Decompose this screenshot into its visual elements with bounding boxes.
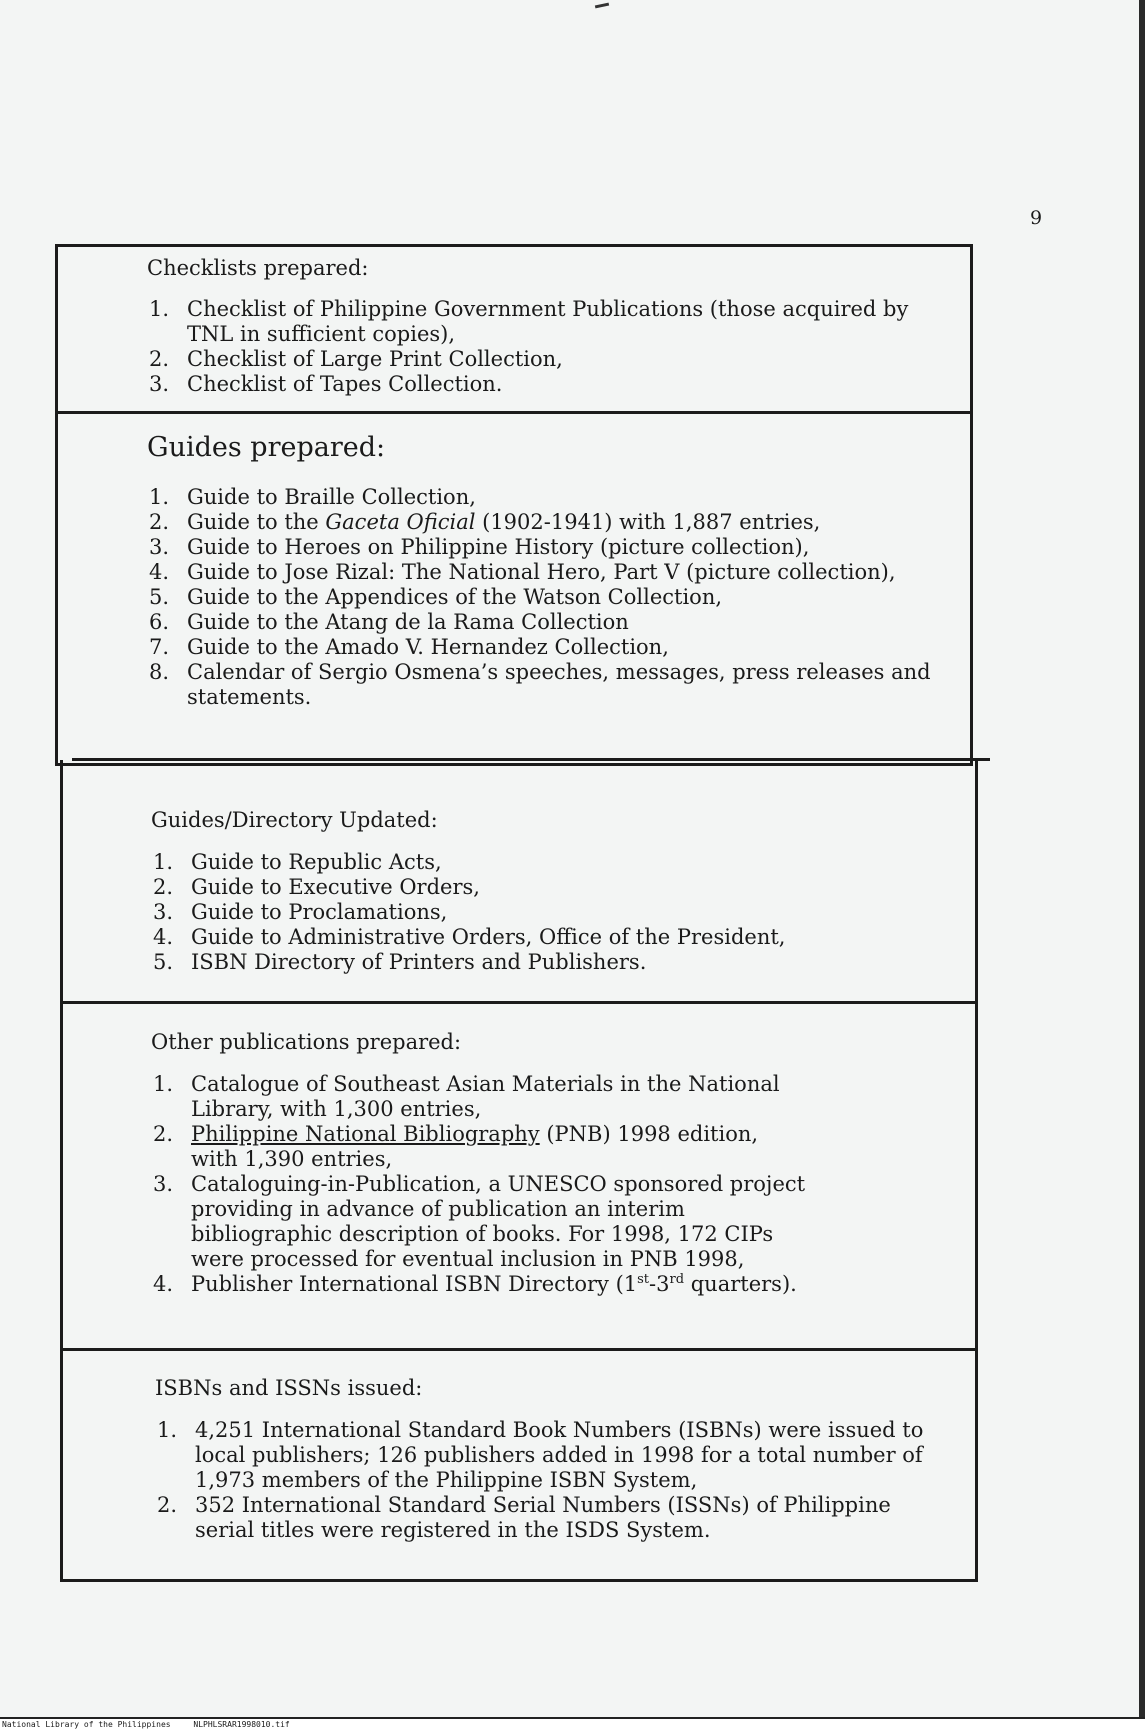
section-checklists (147, 256, 957, 397)
checklists-list (149, 297, 957, 397)
section-heading: ISBNs and ISSNs issued: (155, 1376, 423, 1400)
list-item: 1. 4,251 International Standard Book Numbers (ISBNs) were issued to local publishers; 126 publishers added in 1998 for a total number of 1,973 members of the Philippine ISBN System, (157, 1418, 924, 1492)
list-item: 3. Guide to Heroes on Philippine History (picture collection), (149, 535, 810, 559)
footer-source: National Library of the Philippines (2, 1720, 171, 1729)
divider-checklists-guides (55, 411, 973, 414)
list-item: 4. Guide to Administrative Orders, Office of the President, (153, 925, 786, 949)
section-other (151, 1030, 811, 1297)
list-item: 2. Guide to Executive Orders, (153, 875, 480, 899)
list-item: 3. Guide to Proclamations, (153, 900, 448, 924)
list-item: 1. Guide to Republic Acts, (153, 850, 442, 874)
other-list (153, 1072, 811, 1297)
scan-edge (1139, 0, 1145, 1733)
section-directory (151, 808, 961, 975)
list-item: 3. Cataloguing-in-Publication, a UNESCO sponsored project providing in advance of publication an interim bibliographic description of books. For 1998, 172 CIPs were processed for eventual inclusion in PNB 1998, (153, 1172, 806, 1271)
section-heading: Other publications prepared: (151, 1030, 462, 1054)
list-item: 5. ISBN Directory of Printers and Publishers. (153, 950, 647, 974)
divider-other-isbn (60, 1348, 978, 1351)
list-item: 1. Catalogue of Southeast Asian Materials in the National Library, with 1,300 entries, (153, 1072, 780, 1121)
page-number: 9 (1030, 207, 1043, 229)
list-item: 7. Guide to the Amado V. Hernandez Collection, (149, 635, 669, 659)
scan-mark (595, 3, 609, 9)
list-item: 2. Checklist of Large Print Collection, (149, 347, 563, 371)
divider-directory-other (60, 1001, 978, 1004)
directory-list (153, 850, 961, 975)
divider-guides-directory (72, 758, 990, 761)
list-item: 2. Philippine National Bibliography (PNB) 1998 edition, with 1,390 entries, (153, 1122, 759, 1171)
list-item: 6. Guide to the Atang de la Rama Collection (149, 610, 629, 634)
list-item: 4. Publisher International ISBN Directory (1st-3rd quarters). (153, 1272, 797, 1296)
section-heading: Checklists prepared: (147, 256, 369, 280)
section-guides (147, 432, 957, 710)
isbn-list (157, 1418, 955, 1543)
list-item: 1. Guide to Braille Collection, (149, 485, 476, 509)
list-item: 2. 352 International Standard Serial Numbers (ISSNs) of Philippine serial titles were registered in the ISDS System. (157, 1493, 891, 1542)
list-item: 3. Checklist of Tapes Collection. (149, 372, 503, 396)
list-item: 8. Calendar of Sergio Osmena’s speeches, messages, press releases and statements. (149, 660, 931, 709)
footer-filename: NLPHLSRAR1998010.tif (193, 1720, 290, 1729)
section-isbn (155, 1376, 955, 1543)
list-item: 2. Guide to the Gaceta Oficial (1902-1941) with 1,887 entries, (149, 510, 821, 534)
section-heading: Guides prepared: (147, 432, 386, 463)
list-item: 4. Guide to Jose Rizal: The National Hero, Part V (picture collection), (149, 560, 896, 584)
list-item: 5. Guide to the Appendices of the Watson Collection, (149, 585, 723, 609)
scan-footer (0, 1717, 1145, 1733)
guides-list (149, 485, 957, 710)
list-item: 1. Checklist of Philippine Government Publications (those acquired by TNL in sufficient copies), (149, 297, 909, 346)
section-heading: Guides/Directory Updated: (151, 808, 438, 832)
